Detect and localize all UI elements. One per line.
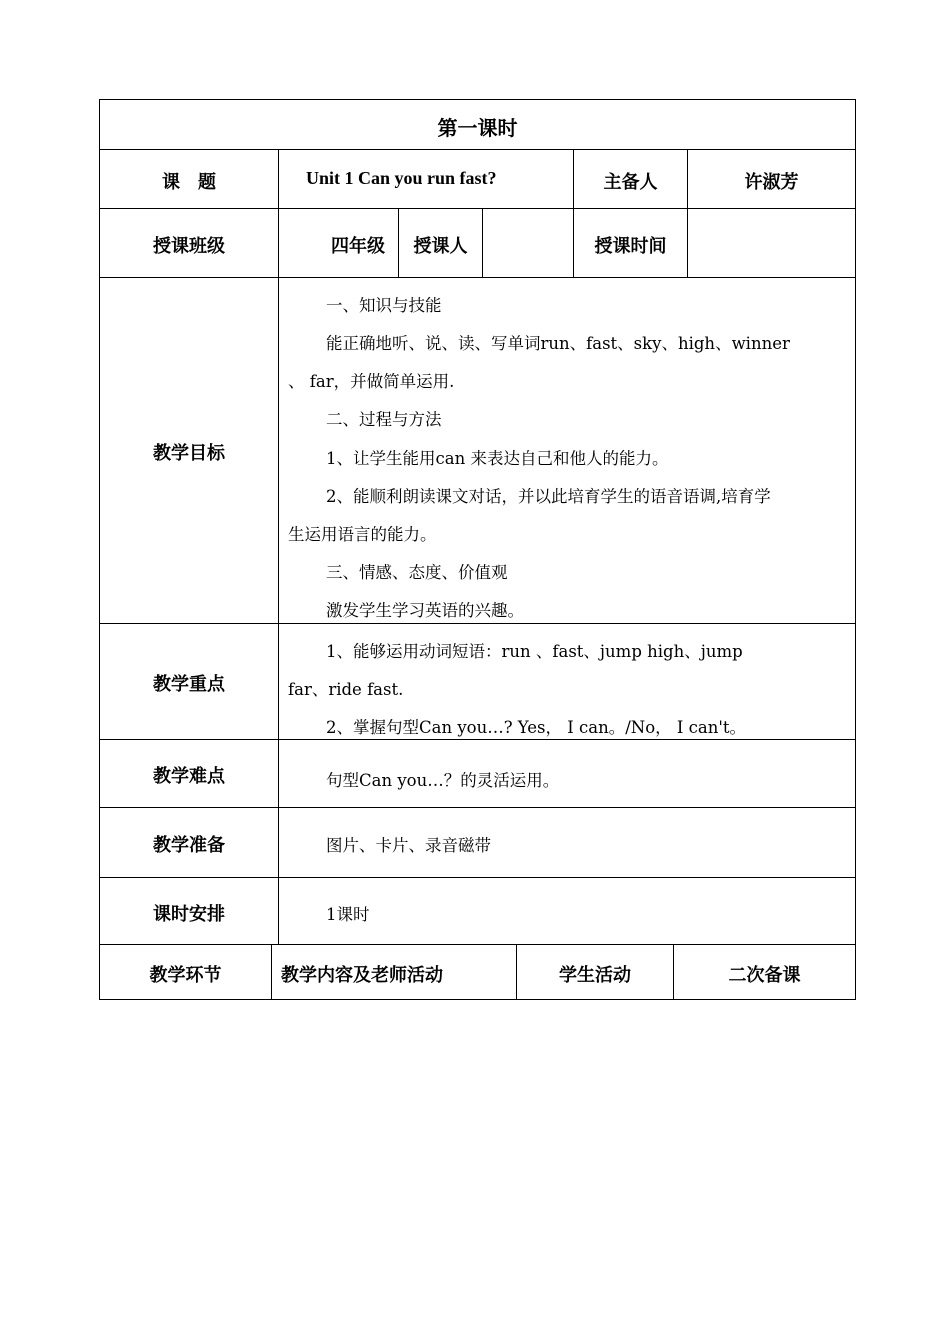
objectives-label: 教学目标 — [153, 443, 225, 464]
objective-line: 2、能顺利朗读课文对话，并以此培育学生的语音语调,培育学 — [326, 487, 771, 506]
difficulties-text: 句型Can you…？的灵活运用。 — [326, 771, 560, 790]
key-point-line: 2、掌握句型Can you…? Yes， I can。/No， I can't。 — [326, 718, 747, 737]
difficulties-label: 教学难点 — [153, 766, 225, 787]
column-student: 学生活动 — [559, 965, 631, 986]
preparer-value: 许淑芳 — [744, 172, 799, 193]
preparation-text: 图片、卡片、录音磁带 — [326, 836, 491, 855]
objective-line: 、 far，并做简单运用. — [288, 372, 455, 391]
key-point-line: far、ride fast. — [288, 680, 404, 699]
column-second: 二次备课 — [728, 965, 801, 986]
preparer-label: 主备人 — [603, 172, 658, 193]
column-content: 教学内容及老师活动 — [281, 965, 443, 986]
topic-label: 课 题 — [162, 172, 216, 193]
objective-line: 生运用语言的能力。 — [288, 525, 437, 544]
lesson-title: 第一课时 — [437, 116, 518, 140]
objective-line: 三、情感、态度、价值观 — [326, 563, 508, 582]
class-label: 授课班级 — [153, 236, 225, 257]
key-point-line: 1、能够运用动词短语：run 、fast、jump high、jump — [326, 642, 743, 661]
objective-line: 1、让学生能用can 来表达自己和他人的能力。 — [326, 449, 669, 468]
column-stage: 教学环节 — [149, 965, 222, 986]
objective-line: 激发学生学习英语的兴趣。 — [326, 601, 524, 620]
objective-line: 能正确地听、说、读、写单词run、fast、sky、high、winner — [326, 334, 790, 353]
key-points-label: 教学重点 — [153, 674, 225, 695]
teacher-label: 授课人 — [413, 236, 468, 257]
objective-line: 二、过程与方法 — [326, 410, 442, 429]
objective-line: 一、知识与技能 — [326, 296, 442, 315]
class-value: 四年级 — [331, 236, 385, 257]
schedule-text: 1课时 — [326, 905, 370, 924]
topic-value: Unit 1 Can you run fast? — [306, 168, 497, 188]
preparation-label: 教学准备 — [153, 835, 225, 856]
schedule-label: 课时安排 — [153, 904, 225, 925]
time-label: 授课时间 — [594, 236, 667, 257]
